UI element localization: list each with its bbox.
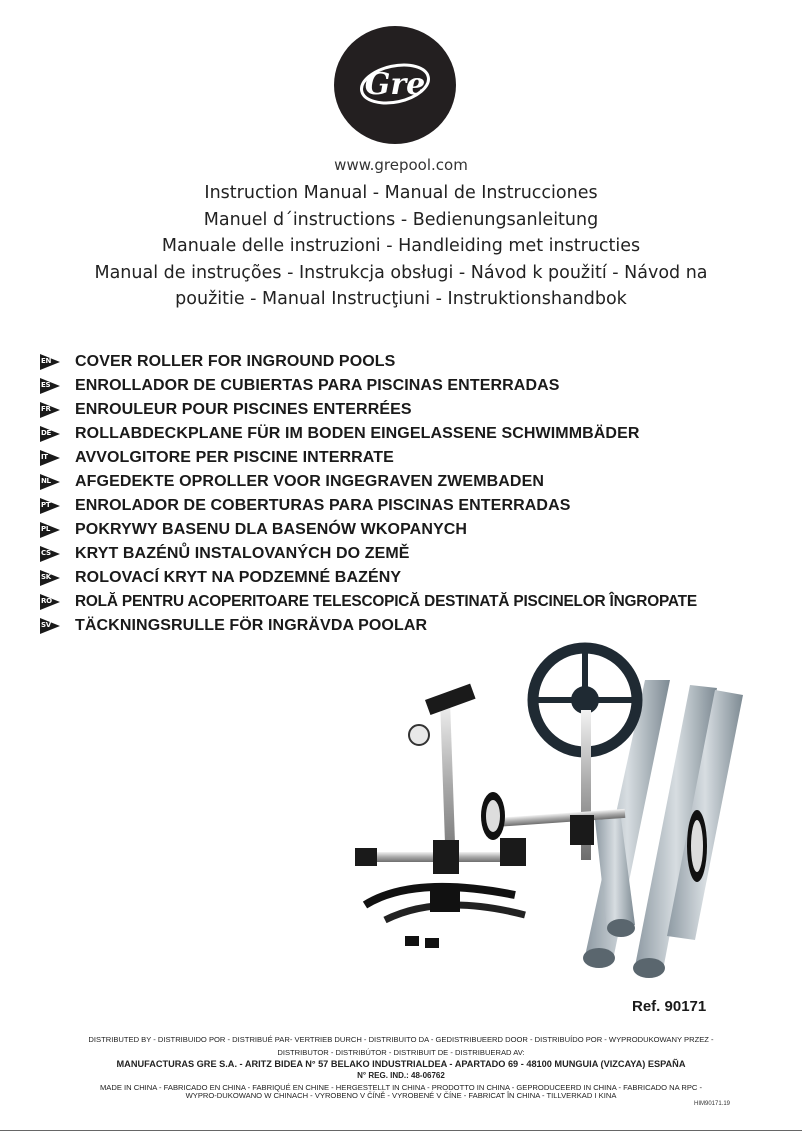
cover-roller-product-image: [345, 640, 775, 985]
manual-title-line: použitie - Manual Instrucţiuni - Instruktionshandbok: [175, 289, 627, 309]
product-name: ROLĂ PENTRU ACOPERITOARE TELESCOPICĂ DESTINATĂ PISCINELOR ÎNGROPATE: [75, 593, 697, 610]
website-url: www.grepool.com: [334, 156, 468, 174]
product-row-nl: [40, 470, 780, 494]
footer-registration: N° REG. IND.: 48-06762: [357, 1071, 445, 1080]
product-row-pl: [40, 518, 780, 542]
product-row-de: [40, 422, 780, 446]
product-name: ROLOVACÍ KRYT NA PODZEMNÉ BAZÉNY: [75, 569, 402, 586]
language-arrow-icon: CS: [40, 546, 64, 562]
language-arrow-icon: PT: [40, 498, 64, 514]
manual-titles: [40, 180, 762, 313]
product-name-list: [40, 350, 780, 638]
logo-wordmark: Gre: [364, 67, 426, 102]
footer-made-in-line: WYPRO-DUKOWANO W CHINACH - VYROBENO V ČÍNĚ - VYROBENÉ V ČÍNE - FABRICAT ÎN CHINA - TILLVERKAD I KINA: [185, 1091, 617, 1100]
product-row-sv: [40, 614, 780, 638]
language-arrow-icon: EN: [40, 354, 64, 370]
footer-made-in-line: MADE IN CHINA - FABRICADO EN CHINA - FABRIQUÉ EN CHINE - HERGESTELLT IN CHINA - PRODOTTO IN CHINA - GEPRODUCEERD IN CHINA - FABRICADO NA RPC -: [99, 1083, 703, 1092]
product-name: ENROLADOR DE COBERTURAS PARA PISCINAS ENTERRADAS: [75, 497, 571, 514]
aluminium-tubes: [583, 680, 743, 978]
product-name: COVER ROLLER FOR INGROUND POOLS: [75, 353, 396, 370]
language-arrow-icon: NL: [40, 474, 64, 490]
product-row-fr: [40, 398, 780, 422]
product-name: TÄCKNINGSRULLE FÖR INGRÄVDA POOLAR: [75, 617, 428, 634]
language-arrow-icon: SV: [40, 618, 64, 634]
footer-company-address: MANUFACTURAS GRE S.A. - ARITZ BIDEA N° 57 BELAKO INDUSTRIALDEA - APARTADO 69 - 48100 MUNGUIA (VIZCAYA) ESPAÑA: [116, 1059, 686, 1069]
product-row-sk: [40, 566, 780, 590]
language-arrow-icon: SK: [40, 570, 64, 586]
gre-logo: [334, 26, 456, 144]
product-row-ro: [40, 590, 780, 614]
product-row-pt: [40, 494, 780, 518]
manual-title-line: Manuale delle instruzioni - Handleiding met instructies: [161, 236, 641, 256]
product-reference: Ref. 90171: [632, 998, 707, 1015]
product-name: ENROULEUR POUR PISCINES ENTERRÉES: [75, 401, 412, 418]
language-arrow-icon: IT: [40, 450, 64, 466]
cover-straps: [365, 887, 525, 948]
manual-title-line: Manuel d´instructions - Bedienungsanleitung: [203, 209, 599, 230]
product-name: KRYT BAZÉNŮ INSTALOVANÝCH DO ZEMĚ: [75, 545, 410, 562]
gre-logo-mark: [334, 26, 456, 144]
language-arrow-icon: RO: [40, 594, 64, 610]
footer-distributed-line: DISTRIBUTED BY - DISTRIBUIDO POR - DISTRIBUÉ PAR- VERTRIEB DURCH - DISTRIBUITO DA - GEDISTRIBUEERD DOOR - DISTRIBUÍDO POR - WYPRODUKOWANY PRZEZ -: [88, 1035, 714, 1044]
language-arrow-icon: PL: [40, 522, 64, 538]
manual-title-line: Instruction Manual - Manual de Instrucciones: [204, 183, 598, 203]
product-name: AFGEDEKTE OPROLLER VOOR INGEGRAVEN ZWEMBADEN: [75, 473, 545, 490]
language-arrow-icon: FR: [40, 402, 64, 418]
product-row-it: [40, 446, 780, 470]
product-name: ENROLLADOR DE CUBIERTAS PARA PISCINAS ENTERRADAS: [75, 377, 560, 394]
bottom-divider: [0, 1130, 802, 1131]
manual-title-line: Manual de instruções - Instrukcja obsługi - Návod k použití - Návod na: [94, 262, 708, 283]
product-row-en: [40, 350, 780, 374]
language-arrow-icon: ES: [40, 378, 64, 394]
product-name: AVVOLGITORE PER PISCINE INTERRATE: [75, 449, 394, 466]
product-name: ROLLABDECKPLANE FÜR IM BODEN EINGELASSENE SCHWIMMBÄDER: [75, 425, 640, 442]
product-name: POKRYWY BASENU DLA BASENÓW WKOPANYCH: [75, 521, 468, 538]
document-code: HIM90171.19: [694, 1101, 731, 1107]
language-arrow-icon: DE: [40, 426, 64, 442]
product-row-cs: [40, 542, 780, 566]
roller-frame: [355, 684, 625, 874]
product-row-es: [40, 374, 780, 398]
footer-distributed-line: DISTRIBUTOR - DISTRIBÚTOR - DISTRIBUIT DE - DISTRIBUERAD AV:: [277, 1048, 525, 1057]
